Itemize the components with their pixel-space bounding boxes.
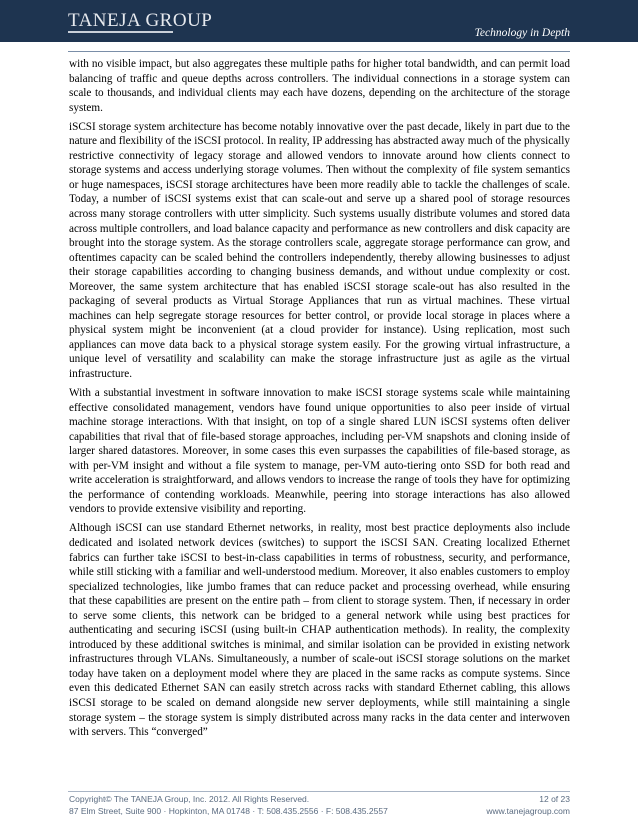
paragraph-3: With a substantial investment in software innovation to make iSCSI storage systems scale while maintaining effective consolidated management, vendors have found unique opportunities to also peer inside of virtual machine storage interactions. With that insight, on top of a single shared LUN iSCSI systems often deliver capabilities that rival that of file-based storage approaches, including per-VM snapshots and cloning inside of larger shared datastores. Moreover, in some cases this even surpasses the capabilities of file-based storage, as with per-VM insight and without a file system to manage, per-VM auto-tiering onto SSD for both read and write acceleration is straightforward, and allows vendors to increase the range of tools they have for optimizing the performance of contending workloads. Meanwhile, peering into storage interactions has also allowed vendors to provide extensive visibility and reporting. — [69, 387, 570, 516]
paragraph-2: iSCSI storage system architecture has become notably innovative over the past decade, likely in part due to the nature and flexibility of the iSCSI protocol. In reality, IP addressing has abstracted away much of the physically restrictive connectivity of legacy storage and allowed vendors to innovate around how clients connect to storage systems and access underlying storage volumes. Then without the complexity of file system semantics or huge namespaces, iSCSI storage architectures have been more readily able to tackle the challenges of scale. Today, a number of iSCSI systems exist that can scale-out and serve up a shared pool of storage resources across many storage controllers with utter simplicity. Such systems usually distribute volumes and stored data across multiple controllers, and load balance capacity and performance as new controllers and disk capacity are brought into the storage system. As the storage controllers scale, aggregate storage performance can grow, and oftentimes capacity can be scaled behind the controllers independently, thereby allowing businesses to adjust their storage capabilities according to changing business demands, and without undue complexity or cost. Moreover, the same system architecture that has enabled iSCSI storage scale-out has also resulted in the packaging of several products as Virtual Storage Appliances that run as virtual machines. These virtual machines can help segregate storage resources for better control, or provide local storage in places where a physical system might be inconvenient (at a cloud provider for instance). Using replication, most such appliances can move data back to a physical storage system easily. For the growing virtual infrastructure, a unique level of versatility and scalability can make the storage infrastructure just as agile as the virtual infrastructure. — [69, 120, 570, 380]
header-tagline: Technology in Depth — [474, 27, 570, 39]
paragraph-4: Although iSCSI can use standard Ethernet networks, in reality, most best practice deployments also include dedicated and isolated network devices (switches) to support the iSCSI SAN. Creating localized Ethernet fabrics can further take iSCSI to best-in-class capabilities in terms of robustness, security, and performance, while still sticking with a familiar and well-understood medium. Moreover, it also enables customers to employ specialized technologies, like jumbo frames that can reduce packet and processing overhead, while ensuring that these capabilities are present on the entire path – from client to storage system. Then, if necessary in order to serve some clients, this network can be bridged to a general network while using best practices for authenticating and securing iSCSI (using built-in CHAP authentication methods). In reality, the complexity introduced by these additional switches is minimal, and similar isolation can be provided in existing network infrastructures through VLANs. Simultaneously, a number of scale-out iSCSI storage solutions on the market today have taken on a deployment model where they are placed in the same racks as compute systems. Since even this dedicated Ethernet SAN can easily stretch across racks with standard Ethernet cabling, this allows iSCSI storage to be scaled on demand alongside new server deployments, while still maintaining a single storage system – the storage system is simply distributed across many racks in the data center and interwoven with servers. This “converged” — [69, 522, 570, 739]
footer-divider — [68, 791, 570, 792]
footer-address: 87 Elm Street, Suite 900 · Hopkinton, MA 01748 · T: 508.435.2556 · F: 508.435.2557 — [69, 805, 388, 816]
footer-website[interactable]: www.tanejagroup.com — [486, 805, 570, 816]
header-divider — [68, 51, 570, 52]
footer-copyright: Copyright© The TANEJA Group, Inc. 2012. All Rights Reserved. — [69, 794, 310, 804]
paragraph-1: with no visible impact, but also aggregates these multiple paths for higher total bandwidth, and can permit load balancing of traffic and queue depths across controllers. The individual connections in a storage system can scale to thousands, and individual clients may each have dozens, depending on the architecture of the storage system. — [69, 58, 570, 114]
taneja-group-logo: TANEJA GROUP — [68, 10, 213, 31]
footer-page-number: 12 of 23 — [539, 794, 570, 804]
page-header-bar — [0, 0, 638, 42]
document-body — [69, 57, 570, 744]
logo-underline — [68, 31, 173, 33]
page-footer — [69, 794, 570, 817]
